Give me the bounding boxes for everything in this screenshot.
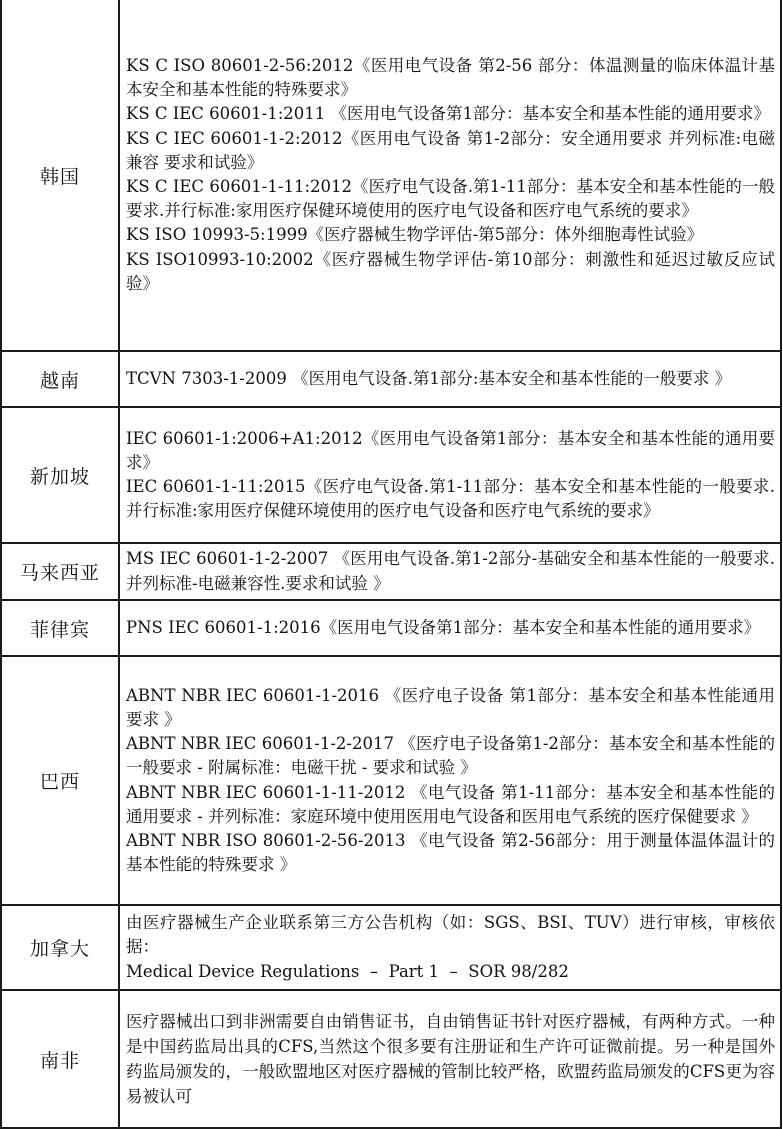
standard-entry: KS C IEC 60601-1-11:2012《医疗电气设备.第1-11部分：基本安全和基本性能的一般要求.并行标准:家用医疗保健环境使用的医疗电气设备和医疗电气系统的要求》 [126, 177, 775, 221]
standard-entry: IEC 60601-1-11:2015《医疗电气设备.第1-11部分：基本安全和基本性能的一般要求.并行标准:家用医疗保健环境使用的医疗电气设备和医疗电气系统的要求》 [126, 477, 775, 521]
standard-entry: PNS IEC 60601-1:2016《医用电气设备第1部分：基本安全和基本性能的通用要求》 [126, 617, 761, 637]
country-cell: 南非 [1, 990, 119, 1128]
standard-entry: MS IEC 60601-1-2-2007 《医用电气设备.第1-2部分-基础安全和基本性能的一般要求.并列标准-电磁兼容性.要求和试验 》 [126, 549, 775, 593]
table-row-brazil [1, 656, 781, 905]
standard-entry: Medical Device Regulations – Part 1 – SOR 98/282 [126, 961, 569, 981]
country-cell: 越南 [1, 351, 119, 407]
standards-cell [119, 351, 781, 407]
standard-entry: 医疗器械出口到非洲需要自由销售证书，自由销售证书针对医疗器械，有两种方式。一种是中国药监局出具的CFS,当然这个很多要有注册证和生产许可证微前提。另一种是国外药监局颁发的，一般欧盟地区对医疗器械的管制比较严格，欧盟药监局颁发的CFS更为容易被认可 [126, 1012, 775, 1106]
standard-entry: IEC 60601-1:2006+A1:2012《医用电气设备第1部分：基本安全和基本性能的通用要求》 [126, 428, 775, 472]
standards-cell [119, 407, 781, 543]
standard-entry: 由医疗器械生产企业联系第三方公告机构（如：SGS、BSI、TUV）进行审核，审核依据： [126, 913, 775, 957]
standard-entry: ABNT NBR ISO 80601-2-56-2013 《电气设备 第2-56部分：用于测量体温体温计的基本性能的特殊要求 》 [126, 830, 775, 875]
table-row-vietnam [1, 351, 781, 407]
table-row-canada [1, 905, 781, 990]
standards-cell [119, 543, 781, 600]
standards-cell [119, 990, 781, 1128]
country-cell: 巴西 [1, 656, 119, 905]
standard-entry: KS C ISO 80601-2-56:2012《医用电气设备 第2-56 部分：体温测量的临床体温计基本安全和基本性能的特殊要求》 [126, 55, 775, 100]
standards-cell [119, 905, 781, 990]
country-cell: 菲律宾 [1, 600, 119, 656]
country-cell: 马来西亚 [1, 543, 119, 600]
country-cell: 新加坡 [1, 407, 119, 543]
standard-entry: ABNT NBR IEC 60601-1-11-2012 《电气设备 第1-11部分：基本安全和基本性能的通用要求 - 并列标准：家庭环境中使用医用电气设备和医用电气系统的医疗保健要求 》 [126, 782, 775, 826]
country-cell: 韩国 [1, 0, 119, 351]
country-cell: 加拿大 [1, 905, 119, 990]
standards-cell [119, 0, 781, 351]
standard-entry: KS ISO10993-10:2002《医疗器械生物学评估-第10部分：刺激性和延迟过敏反应试验》 [126, 249, 775, 293]
standard-entry: TCVN 7303-1-2009 《医用电气设备.第1部分:基本安全和基本性能的一般要求 》 [126, 368, 732, 388]
standard-entry: KS ISO 10993-5:1999《医疗器械生物学评估-第5部分：体外细胞毒性试验》 [126, 225, 704, 245]
standards-cell [119, 600, 781, 656]
standard-entry: ABNT NBR IEC 60601-1-2-2017 《医疗电子设备第1-2部分：基本安全和基本性能的一般要求 - 附属标准：电磁干扰 - 要求和试验 》 [126, 734, 775, 778]
table-row-malaysia [1, 543, 781, 600]
table-row-philippines [1, 600, 781, 656]
table-row-korea [1, 0, 781, 351]
table-row-south-africa [1, 990, 781, 1128]
standards-cell [119, 656, 781, 905]
standard-entry: ABNT NBR IEC 60601-1-2016 《医疗电子设备 第1部分：基本安全和基本性能通用要求 》 [126, 685, 775, 729]
standard-entry: KS C IEC 60601-1:2011 《医用电气设备第1部分：基本安全和基本性能的通用要求》 [126, 104, 771, 124]
standard-entry: KS C IEC 60601-1-2:2012《医用电气设备 第1-2部分：安全通用要求 并列标准:电磁兼容 要求和试验》 [126, 128, 775, 172]
table-row-singapore [1, 407, 781, 543]
